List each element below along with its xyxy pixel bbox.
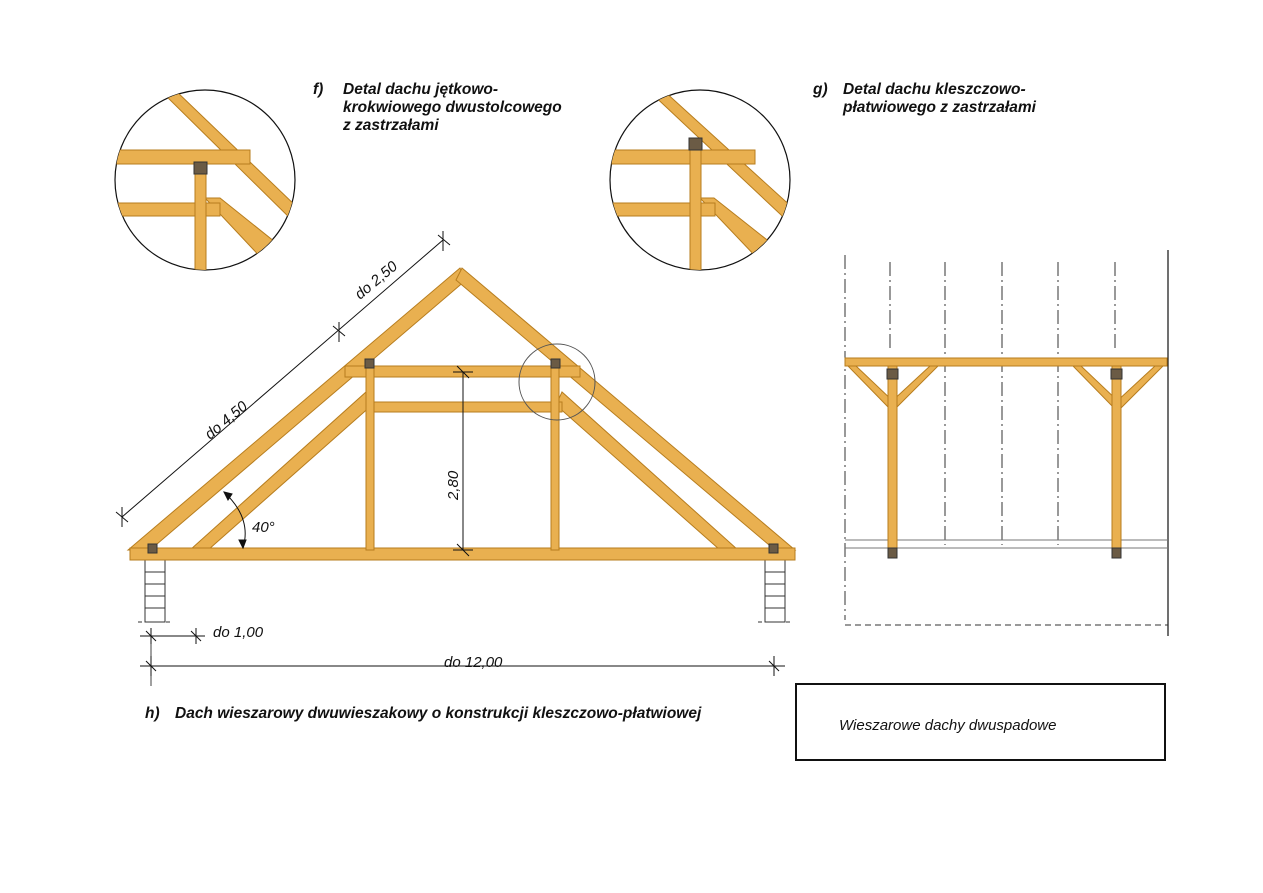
elevation-post-left <box>888 366 897 558</box>
detail-g-post <box>690 148 701 288</box>
detail-f-purlin <box>194 162 207 174</box>
detail-f <box>110 90 300 285</box>
left-purlin <box>365 359 374 368</box>
right-strut <box>556 392 738 550</box>
caption-f-line-1: Detal dachu jętkowo- <box>343 81 499 98</box>
right-purlin <box>551 359 560 368</box>
detail-g <box>605 90 795 288</box>
detail-g-purlin <box>689 138 702 150</box>
left-wall <box>138 560 172 622</box>
detail-f-collar <box>110 150 250 164</box>
right-wall-plate <box>769 544 778 553</box>
caption-f-letter: f) <box>313 81 324 98</box>
left-wall-plate <box>148 544 157 553</box>
label-overhang: do 1,00 <box>213 624 264 641</box>
left-post <box>366 362 374 550</box>
label-upper-rafter: do 2,50 <box>351 257 401 304</box>
detail-g-tie <box>605 150 755 164</box>
label-angle: 40° <box>252 519 275 536</box>
label-height: 2,80 <box>445 470 462 500</box>
caption-g-line-1: Detal dachu kleszczowo- <box>843 81 1026 98</box>
caption-g-letter: g) <box>813 81 828 98</box>
caption-f-line-2: krokwiowego dwustolcowego <box>343 99 562 116</box>
caption-h-text: Dach wieszarowy dwuwieszakowy o konstrukcji kleszczowo-płatwiowej <box>175 705 702 722</box>
detail-f-post <box>195 165 206 285</box>
caption-h-letter: h) <box>145 705 160 722</box>
side-elevation <box>845 250 1168 636</box>
caption-g-line-2: płatwiowego z zastrzałami <box>843 99 1036 116</box>
truss-main <box>128 268 795 622</box>
caption-f-line-3: z zastrzałami <box>343 117 439 134</box>
label-lower-rafter: do 4,50 <box>201 397 251 444</box>
elevation-beam <box>845 358 1167 366</box>
right-wall <box>758 560 792 622</box>
title-box-text: Wieszarowe dachy dwuspadowe <box>839 717 1057 734</box>
label-span: do 12,00 <box>444 654 503 671</box>
elevation-post-right <box>1112 366 1121 558</box>
right-post <box>551 362 559 550</box>
